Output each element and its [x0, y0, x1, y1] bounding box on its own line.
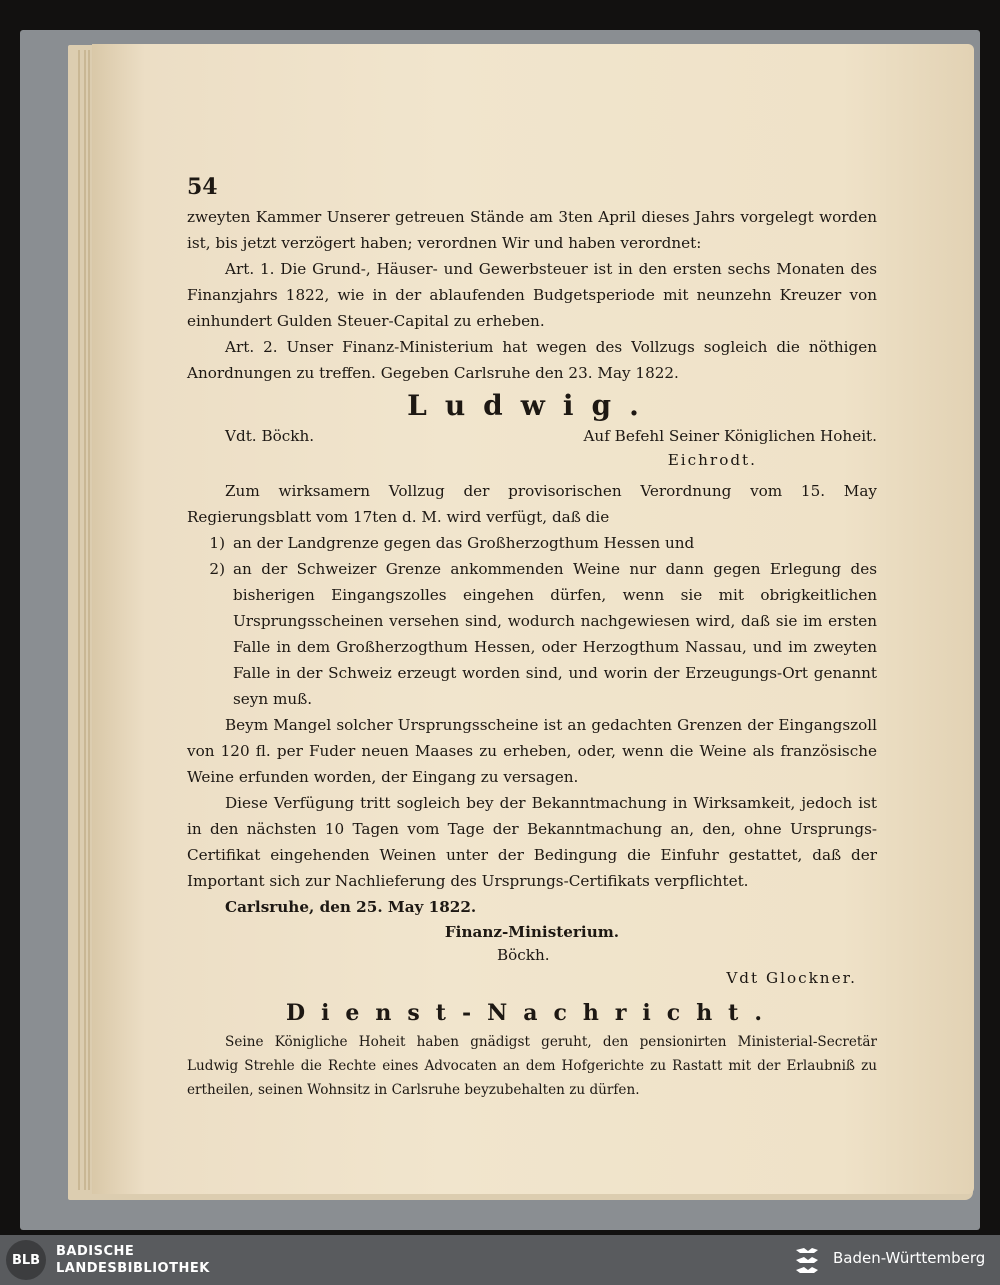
list-item: [187, 556, 877, 712]
countersign-row: [187, 424, 877, 448]
signature-ludwig: Ludwig.: [407, 389, 657, 422]
paragraph-decree: Zum wirksamern Vollzug der provisorischen Verordnung vom 15. May Regierungsblatt vom 17ten d. M. wird verfügt, daß die: [187, 482, 877, 526]
vidit-bockh: Vdt. Böckh.: [225, 427, 315, 445]
paragraph-intro: zweyten Kammer Unserer getreuen Stände am 3ten April dieses Jahrs vorgelegt worden ist, bis jetzt verzögert haben; verordnen Wir und haben verordnet:: [187, 208, 877, 252]
page-edge: [84, 50, 86, 1190]
list-item: [187, 530, 877, 556]
library-name[interactable]: [56, 1243, 210, 1277]
section-heading: Dienst-Nachricht.: [285, 1000, 779, 1026]
notice-text: Seine Königliche Hoheit haben gnädigst geruht, den pensionirten Ministerial-Secretär Ludwig Strehle die Rechte eines Advocaten an dem Hofgerichte zu Rastatt mit der Erlaubniß zu ertheilen, seinen Wohnsitz in Carlsruhe beyzubehalten zu dürfen.: [187, 1034, 877, 1098]
list-text: an der Landgrenze gegen das Großherzogthum Hessen und: [233, 534, 695, 552]
list-text: an der Schweizer Grenze ankommenden Weine nur dann gegen Erlegung des bisherigen Eingangszolles eingehen dürfen, wenn sie mit obrigkeitlichen Ursprungsscheinen versehen sind, wodurch nachgewiesen wird, daß sie im ersten Falle in dem Großherzogthum Hessen, oder Herzogthum Nassau, und im zweyten Falle in der Schweiz erzeugt worden sind, und worin der Erzeugungs-Ort genannt seyn muß.: [233, 560, 877, 708]
list-number: 1): [209, 534, 225, 552]
paragraph-missing-certificates: Beym Mangel solcher Ursprungsscheine ist an gedachten Grenzen der Eingangszoll von 120 fl. per Fuder neuen Maases zu erheben, oder, wenn die Weine als französische Weine erfunden worden, der Eingang zu versagen.: [187, 716, 877, 786]
date-line: Carlsruhe, den 25. May 1822.: [225, 898, 477, 916]
library-name-line2: LANDESBIBLIOTHEK: [56, 1261, 210, 1276]
page-edge: [78, 50, 80, 1190]
list-number: 2): [209, 560, 225, 578]
royal-command: Auf Befehl Seiner Königlichen Hoheit.: [583, 427, 877, 445]
page-text: [187, 174, 877, 1102]
library-name-line1: BADISCHE: [56, 1244, 135, 1259]
article-2: Art. 2. Unser Finanz-Ministerium hat wegen des Vollzugs sogleich die nöthigen Anordnungen zu treffen. Gegeben Carlsruhe den 23. May 1822.: [187, 338, 877, 382]
state-name[interactable]: Baden-Württemberg: [833, 1249, 986, 1267]
notice-block: [187, 1030, 877, 1102]
page-edge: [88, 50, 90, 1190]
article-1: Art. 1. Die Grund-, Häuser- und Gewerbsteuer ist in den ersten sechs Monaten des Finanzjahrs 1822, wie in der ablaufenden Budgetsperiode mit neunzehn Kreuzer von einhundert Gulden Steuer-Capital zu erheben.: [187, 260, 877, 330]
paragraph-effective: Diese Verfügung tritt sogleich bey der Bekanntmachung in Wirksamkeit, jedoch ist in den nächsten 10 Tagen vom Tage der Bekanntmachung an, den, ohne Ursprungs-Certifikat eingehenden Weinen unter der Bedingung die Einfuhr gestattet, daß der Important sich zur Nachlieferung des Ursprungs-Certifikats verpflichtet.: [187, 794, 877, 890]
blb-logo[interactable]: BLB: [6, 1240, 46, 1280]
ministry-signature: Finanz-Ministerium.: [444, 923, 620, 941]
page-number: 54: [187, 174, 218, 200]
book-page: [92, 44, 974, 1194]
footer-bar: [0, 1235, 1000, 1285]
state-coat-of-arms-icon: [792, 1244, 822, 1276]
signature-eichrodt: Eichrodt.: [667, 451, 757, 469]
signature-bockh: Böckh.: [497, 946, 550, 964]
vidit-glockner: Vdt Glockner.: [726, 969, 857, 987]
